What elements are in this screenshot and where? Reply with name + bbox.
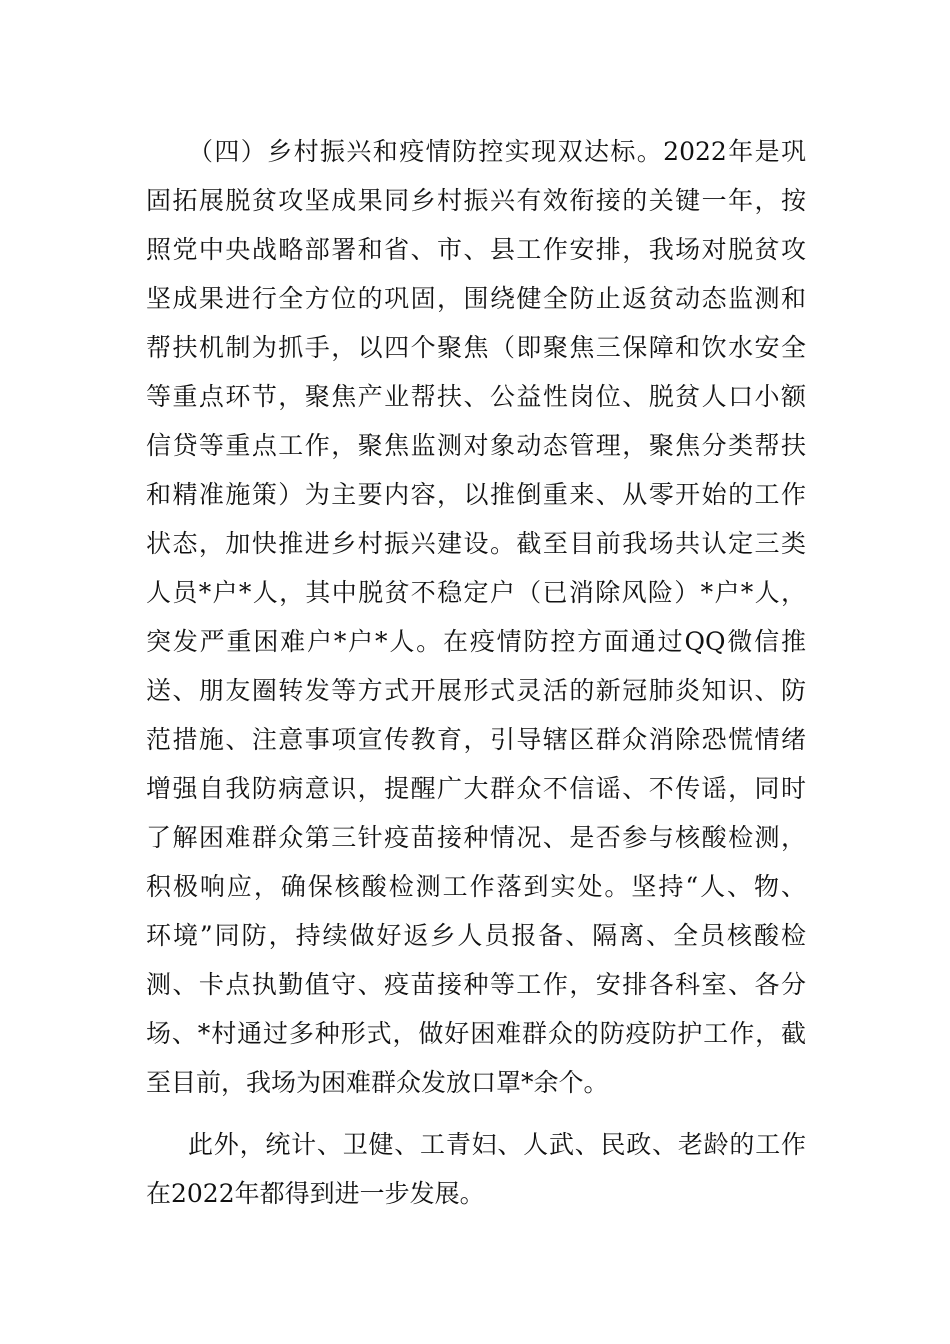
- paragraph-rural-revitalization: [146, 127, 806, 1107]
- paragraph-line: 送、朋友圈转发等方式开展形式灵活的新冠肺炎知识、防: [146, 676, 806, 705]
- paragraph-line: 坚成果进行全方位的巩固，围绕健全防止返贫动态监测和: [146, 284, 806, 313]
- paragraph-line: 此外，统计、卫健、工青妇、人武、民政、老龄的工作: [188, 1130, 806, 1159]
- paragraph-line: 照党中央战略部署和省、市、县工作安排，我场对脱贫攻: [146, 235, 806, 264]
- paragraph-line: 在2022年都得到进一步发展。: [146, 1179, 485, 1208]
- paragraph-line: 了解困难群众第三针疫苗接种情况、是否参与核酸检测，: [146, 823, 806, 852]
- paragraph-line: 环境”同防，持续做好返乡人员报备、隔离、全员核酸检: [146, 921, 806, 950]
- paragraph-line: 突发严重困难户*户*人。在疫情防控方面通过QQ微信推: [146, 627, 806, 656]
- paragraph-line: 至目前，我场为困难群众发放口罩*余个。: [146, 1068, 609, 1097]
- paragraph-line: 状态，加快推进乡村振兴建设。截至目前我场共认定三类: [146, 529, 806, 558]
- paragraph-other-work: [146, 1120, 806, 1218]
- paragraph-line: 范措施、注意事项宣传教育，引导辖区群众消除恐慌情绪: [146, 725, 806, 754]
- paragraph-line: 信贷等重点工作，聚焦监测对象动态管理，聚焦分类帮扶: [146, 431, 806, 460]
- paragraph-line: 等重点环节，聚焦产业帮扶、公益性岗位、脱贫人口小额: [146, 382, 806, 411]
- paragraph-line: 积极响应，确保核酸检测工作落到实处。坚持“人、物、: [146, 872, 806, 901]
- paragraph-line: 人员*户*人，其中脱贫不稳定户（已消除风险）*户*人，: [146, 578, 806, 607]
- paragraph-line: 和精准施策）为主要内容，以推倒重来、从零开始的工作: [146, 480, 806, 509]
- paragraph-line: 帮扶机制为抓手，以四个聚焦（即聚焦三保障和饮水安全: [146, 333, 806, 362]
- paragraph-line: 场、*村通过多种形式，做好困难群众的防疫防护工作，截: [146, 1019, 806, 1048]
- paragraph-line: 测、卡点执勤值守、疫苗接种等工作，安排各科室、各分: [146, 970, 806, 999]
- paragraph-line: 固拓展脱贫攻坚成果同乡村振兴有效衔接的关键一年，按: [146, 186, 806, 215]
- paragraph-line: 增强自我防病意识，提醒广大群众不信谣、不传谣，同时: [146, 774, 806, 803]
- paragraph-line: （四）乡村振兴和疫情防控实现双达标。2022年是巩: [188, 137, 806, 166]
